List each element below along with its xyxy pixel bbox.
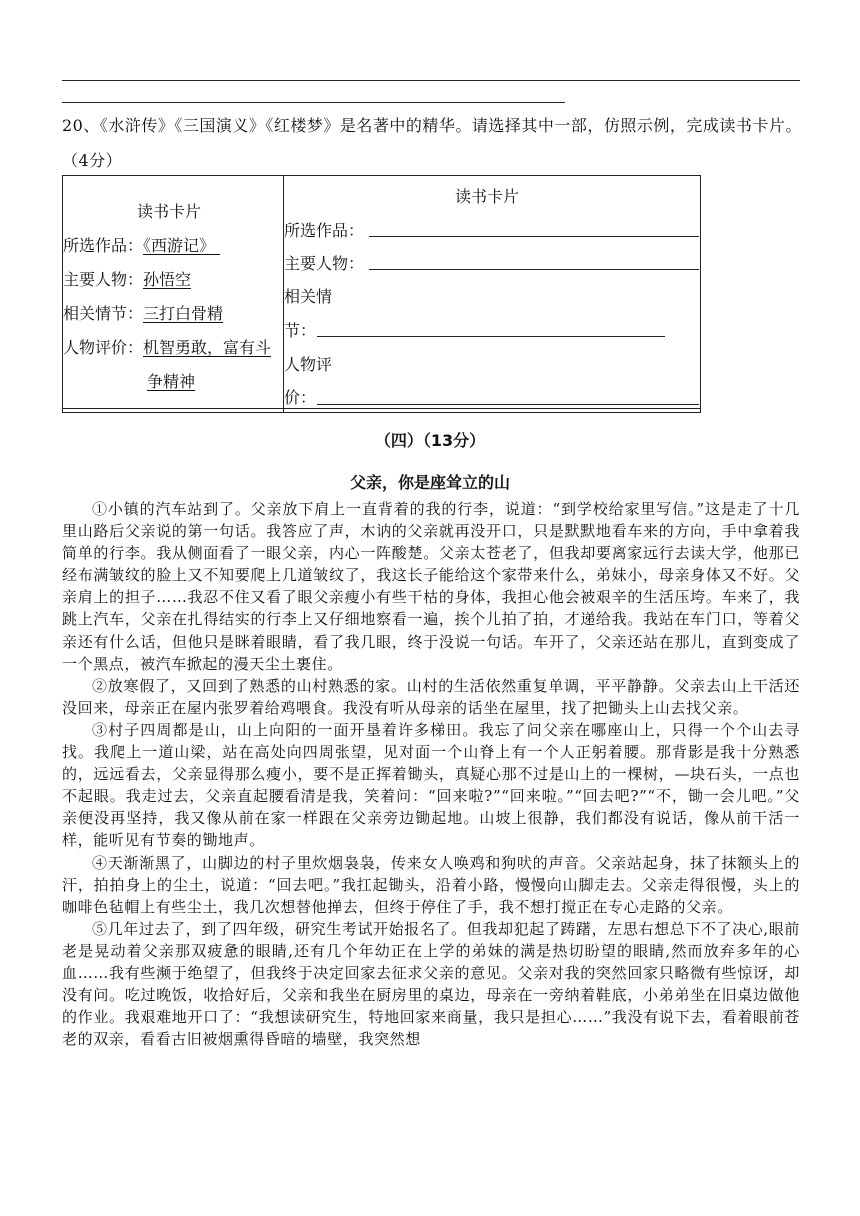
paragraph-1: ①小镇的汽车站到了。父亲放下肩上一直背着的我的行李，说道：“到学校给家里写信。”这是走了十几里山路后父亲说的第一句话。我答应了声，木讷的父亲就再没开口，只是默默地看车来的方向，手中拿着我简单的行李。我从侧面看了一眼父亲，内心一阵酸楚。父亲太苍老了，但我却要离家远行去读大学，他那已经布满皱纹的脸上又不知要爬上几道皱纹了，我这长子能给这个家带来什么，弟妹小，母亲身体又不好。父亲肩上的担子……我忍不住又看了眼父亲瘦小有些干枯的身体，我担心他会被艰辛的生活压垮。车来了，我跳上汽车，父亲在扎得结实的行李上又仔细地察看一遍，挨个儿拍了拍，才递给我。我站在车门口，等着父亲还有什么话，但他只是眯着眼睛，看了我几眼，终于没说一句话。车开了，父亲还站在那儿，直到变成了一个黑点，被汽车掀起的漫天尘土裹住。 (62, 500, 800, 673)
paragraph-3: ③村子四周都是山，山上向阳的一面开垦着许多梯田。我忘了问父亲在哪座山上，只得一个个山去寻找。我爬上一道山梁，站在高处向四周张望，见对面一个山脊上有一个人正躬着腰。那背影是我十分熟悉的，远远看去，父亲显得那么瘦小，要不是正挥着锄头，真疑心那不过是山上的一棵树，—块石头，一点也不起眼。我走过去，父亲直起腰看清是我，笑着问：“回来啦?”“回来啦。”“回去吧?”“不，锄一会儿吧。”父亲便没再坚持，我又像从前在家一样跟在父亲旁边锄起地。山坡上很静，我们都没有说话，像从前干活一样，能听见有节奏的锄地声。 (62, 720, 800, 850)
passage-body (62, 498, 800, 1050)
example-work-value: 《西游记》 (143, 236, 216, 255)
blank-eval-label-1: 人物评 (284, 355, 333, 374)
passage-title: 父亲，你是座耸立的山 (349, 473, 510, 492)
blank-plot-label-2: 节： (284, 321, 317, 340)
blank-plot-line[interactable] (317, 336, 665, 337)
example-work-label: 所选作品： (63, 236, 144, 255)
paragraph-4: ④天渐渐黑了，山脚边的村子里炊烟袅袅，传来女人唤鸡和狗吠的声音。父亲站起身，抹了抹额头上的汗，拍拍身上的尘土，说道：“回去吧。”我扛起锄头，沿着小路，慢慢向山脚走去。父亲走得很慢，头上的咖啡色毡帽上有些尘土，我几次想替他掸去，但终于停住了手，我不想打搅正在专心走路的父亲。 (62, 853, 800, 916)
example-plot-row (63, 297, 223, 331)
paragraph-5: ⑤几年过去了，到了四年级，研究生考试开始报名了。但我却犯起了踌躇，左思右想总下不了决心,眼前老是晃动着父亲那双疲惫的眼睛,还有几个年幼正在上学的弟妹的满是热切盼望的眼睛,然而放弃多年的心血……我有些濒于绝望了，但我终于决定回家去征求父亲的意见。父亲对我的突然回家只略微有些惊讶，却没有问。吃过晚饭，收拾好后，父亲和我坐在厨房里的桌边，母亲在一旁纳着鞋底，小弟弟坐在旧桌边做他的作业。我艰难地开口了：“我想读研究生，特地回家来商量，我只是担心……”我没有说下去，看着眼前苍老的双亲，看看古旧被烟熏得昏暗的墙壁，我突然想 (62, 919, 800, 1049)
blank-card-title: 读书卡片 (455, 187, 520, 206)
answer-line-1 (62, 80, 800, 81)
example-eval-row-2 (147, 365, 195, 399)
blank-eval-label-2: 价： (284, 388, 317, 407)
paragraph-2: ②放寒假了，又回到了熟悉的山村熟悉的家。山村的生活依然重复单调，平平静静。父亲去山上干活还没回来，母亲正在屋内张罗着给鸡喂食。我没有听从母亲的话坐在屋里，找了把锄头上山去找父亲。 (62, 676, 800, 717)
answer-line-2 (62, 102, 565, 103)
example-people-label: 主要人物： (63, 270, 144, 289)
example-plot-label: 相关情节： (63, 304, 144, 323)
example-people-value: 孙悟空 (143, 270, 192, 289)
example-plot-value: 三打白骨精 (143, 304, 224, 323)
question-20-text: 20、《水浒传》《三国演义》《红楼梦》是名著中的精华。请选择其中一部，仿照示例，完成读书卡片。（4分） (62, 116, 802, 170)
example-people-row (63, 263, 191, 297)
card-bottom-line (63, 408, 700, 409)
blank-work-line[interactable] (369, 236, 699, 237)
example-eval-value-1: 机智勇敢，富有斗 (143, 338, 272, 357)
blank-people-line[interactable] (369, 269, 699, 270)
example-eval-row (63, 331, 271, 365)
section-heading: （四）（13分） (374, 431, 486, 450)
reading-card-table (62, 175, 701, 413)
example-eval-label: 人物评价： (63, 338, 144, 357)
example-card-title: 读书卡片 (137, 202, 202, 221)
example-eval-value-2: 争精神 (147, 372, 196, 391)
example-work-row (63, 229, 220, 263)
blank-eval-line[interactable] (317, 404, 699, 405)
blank-plot-label-1: 相关情 (284, 287, 333, 306)
blank-people-label: 主要人物： (284, 254, 365, 273)
blank-work-label: 所选作品： (284, 221, 365, 240)
